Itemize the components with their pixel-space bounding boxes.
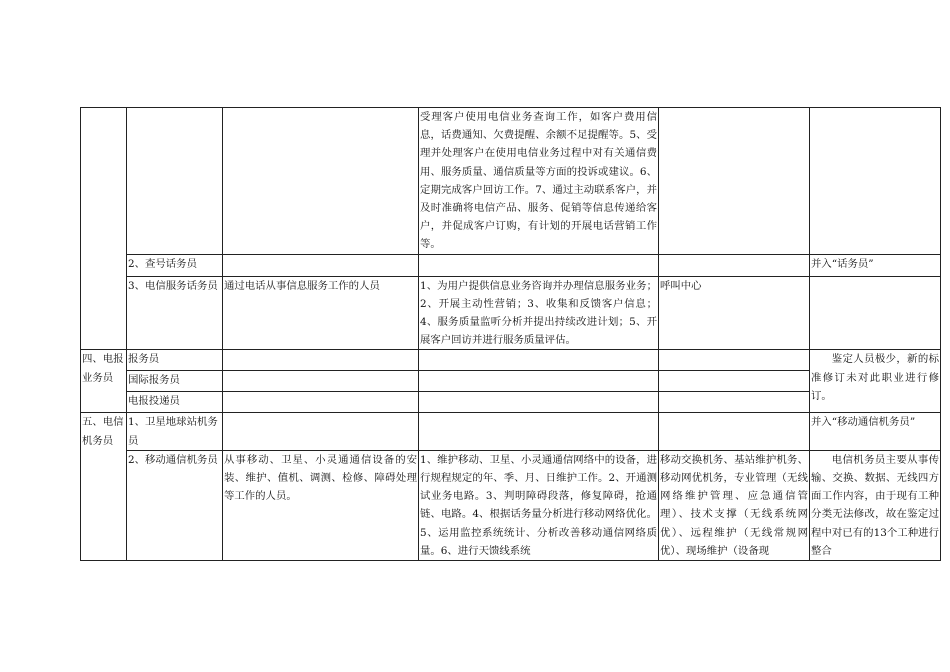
table-row: [81, 350, 941, 371]
table-cell: [659, 254, 810, 276]
category-cell: 五、电信机务员: [81, 413, 127, 561]
table-cell: [223, 413, 419, 450]
table-cell: [223, 371, 419, 392]
table-cell: [810, 108, 941, 255]
table-cell: [659, 413, 810, 450]
remark-cell: [810, 276, 941, 350]
duty-description-cell: 1、维护移动、卫星、小灵通通信网络中的设备，进行规程规定的年、季、月、日维护工作。2、开通测试业务电路。3、判明障碍段落，修复障碍，抢通链、电路。4、根据话务量分析进行移动网络优化。5、运用监控系统统计、分析改善移动通信网络质量。6、进行天馈线系统: [419, 450, 659, 560]
job-name-cell: 1、卫星地球站机务员: [127, 413, 223, 450]
table-cell: [223, 108, 419, 255]
table-cell: [419, 413, 659, 450]
table-cell: [223, 254, 419, 276]
job-name-cell: 电报投递员: [127, 392, 223, 413]
duty-description-cell: 受理客户使用电信业务查询工作，如客户费用信息，话费通知、欠费提醒、余额不足提醒等。5、受理并处理客户在使用电信业务过程中对有关通信费用、服务质量、通信质量等方面的投诉或建议。6、定期完成客户回访工作。7、通过主动联系客户，并及时准确将电信产品、服务、促销等信息传递给客户，并促成客户订购，有计划的开展电话营销工作等。: [419, 108, 659, 255]
table-row: [81, 254, 941, 276]
job-name-cell: 国际报务员: [127, 371, 223, 392]
table-row: [81, 450, 941, 560]
category-cell-blank: [81, 108, 127, 350]
table-cell: [659, 108, 810, 255]
remark-cell: 电信机务员主要从事传输、交换、数据、无线四方面工作内容，由于现有工种分类无法修改，故在鉴定过程中对已有的13个工种进行整合: [810, 450, 941, 560]
job-name-cell: 2、移动通信机务员: [127, 450, 223, 560]
remark-cell: 并入“移动通信机务员”: [810, 413, 941, 450]
occupation-table: [80, 107, 941, 561]
table-cell: [419, 371, 659, 392]
job-name-cell: 3、电信服务话务员: [127, 276, 223, 350]
table-cell: [419, 254, 659, 276]
table-cell: [223, 392, 419, 413]
category-cell: 四、电报业务员: [81, 350, 127, 413]
table-row: [81, 276, 941, 350]
duty-description-cell: 1、为用户提供信息业务咨询并办理信息服务业务；2、开展主动性营销；3、收集和反馈客户信息；4、服务质量监听分析并提出持续改进计划；5、开展客户回访并进行服务质量评估。: [419, 276, 659, 350]
table-cell: [659, 392, 810, 413]
table-cell: [659, 350, 810, 371]
table-row: [81, 413, 941, 450]
job-definition-cell: 通过电话从事信息服务工作的人员: [223, 276, 419, 350]
remark-cell: 并入“话务员”: [810, 254, 941, 276]
remark-cell: 鉴定人员极少，新的标准修订未对此职业进行修订。: [810, 350, 941, 413]
table-cell: [223, 350, 419, 371]
table-cell: [659, 371, 810, 392]
table-row: [81, 108, 941, 255]
job-type-cell: 呼叫中心: [659, 276, 810, 350]
table-cell: [419, 392, 659, 413]
job-definition-cell: 从事移动、卫星、小灵通通信设备的安装、维护、值机、调测、检修、障碍处理等工作的人员。: [223, 450, 419, 560]
job-type-cell: 移动交换机务、基站维护机务、移动网优机务，专业管理（无线网络维护管理、应急通信管理）、技术支撑（无线系统网优）、远程维护（无线常规网优）、现场维护（设备现: [659, 450, 810, 560]
job-name-cell: 报务员: [127, 350, 223, 371]
table-cell: [419, 350, 659, 371]
table-cell: [127, 108, 223, 255]
job-name-cell: 2、查号话务员: [127, 254, 223, 276]
